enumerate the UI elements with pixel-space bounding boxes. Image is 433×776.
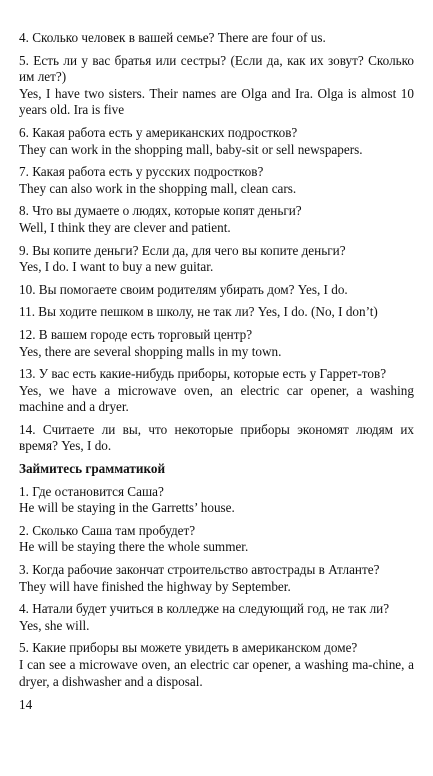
question-text: 14. Считаете ли вы, что некоторые приборы экономят людям их время? Yes, I do. [19, 421, 414, 454]
page-content [19, 30, 414, 696]
answer-text: Yes, she will. [19, 617, 90, 633]
question-text: 5. Есть ли у вас братья или сестры? (Если да, как их зовут? Сколько им лет?) [19, 52, 414, 85]
qa-item [19, 125, 414, 158]
qa-item [19, 203, 414, 236]
answer-text: Yes, we have a microwave oven, an electric car opener, a washing machine and a dryer. [19, 382, 414, 415]
qa-item [19, 327, 414, 360]
qa-item [19, 640, 414, 690]
answer-text: Yes, I do. I want to buy a new guitar. [19, 259, 214, 275]
question-text: 12. В вашем городе есть торговый центр? [19, 326, 253, 342]
answer-text: Yes, there are several shopping malls in my town. [19, 343, 282, 359]
qa-item [19, 366, 414, 416]
qa-item [19, 562, 414, 595]
question-text: 6. Какая работа есть у американских подростков? [19, 124, 298, 140]
qa-item [19, 53, 414, 119]
question-text: 4. Сколько человек в вашей семье? There are four of us. [19, 30, 326, 45]
question-text: 13. У вас есть какие-нибудь приборы, которые есть у Гаррет-тов? [19, 366, 387, 382]
question-text: 5. Какие приборы вы можете увидеть в американском доме? [19, 640, 358, 656]
question-text: 4. Натали будет учиться в колледже на следующий год, не так ли? [19, 601, 390, 617]
answer-text: They will have finished the highway by September. [19, 578, 291, 594]
question-text: 10. Вы помогаете своим родителям убирать дом? Yes, I do. [19, 281, 348, 297]
question-text: 2. Сколько Саша там пробудет? [19, 522, 196, 538]
answer-text: Well, I think they are clever and patient. [19, 219, 231, 235]
question-text: 11. Вы ходите пешком в школу, не так ли? Yes, I do. (No, I don’t) [19, 304, 378, 320]
page-number: 14 [19, 697, 33, 712]
answer-text: They can work in the shopping mall, baby-sit or sell newspapers. [19, 141, 363, 157]
answer-text: He will be staying in the Garretts’ house. [19, 500, 235, 516]
answer-text: They can also work in the shopping mall, clean cars. [19, 180, 297, 196]
qa-item [19, 282, 414, 299]
qa-item [19, 304, 414, 321]
qa-item [19, 523, 414, 556]
question-text: 8. Что вы думаете о людях, которые копят деньги? [19, 203, 302, 219]
question-text: 9. Вы копите деньги? Если да, для чего вы копите деньги? [19, 242, 346, 258]
section-heading: Займитесь грамматикой [19, 461, 166, 477]
qa-item [19, 601, 414, 634]
qa-item [19, 30, 414, 47]
answer-text: I can see a microwave oven, an electric car opener, a washing ma-chine, a dryer, a dishwasher and a disposal. [19, 657, 414, 689]
qa-item [19, 243, 414, 276]
qa-item [19, 484, 414, 517]
qa-item [19, 164, 414, 197]
answer-text: He will be staying there the whole summer. [19, 539, 249, 555]
question-text: 3. Когда рабочие закончат строительство автострады в Атланте? [19, 562, 380, 578]
answer-text: Yes, I have two sisters. Their names are Olga and Ira. Olga is almost 10 years old. Ira is five [19, 85, 414, 118]
qa-item [19, 422, 414, 455]
question-text: 7. Какая работа есть у русских подростков? [19, 164, 264, 180]
question-text: 1. Где остановится Саша? [19, 483, 164, 499]
